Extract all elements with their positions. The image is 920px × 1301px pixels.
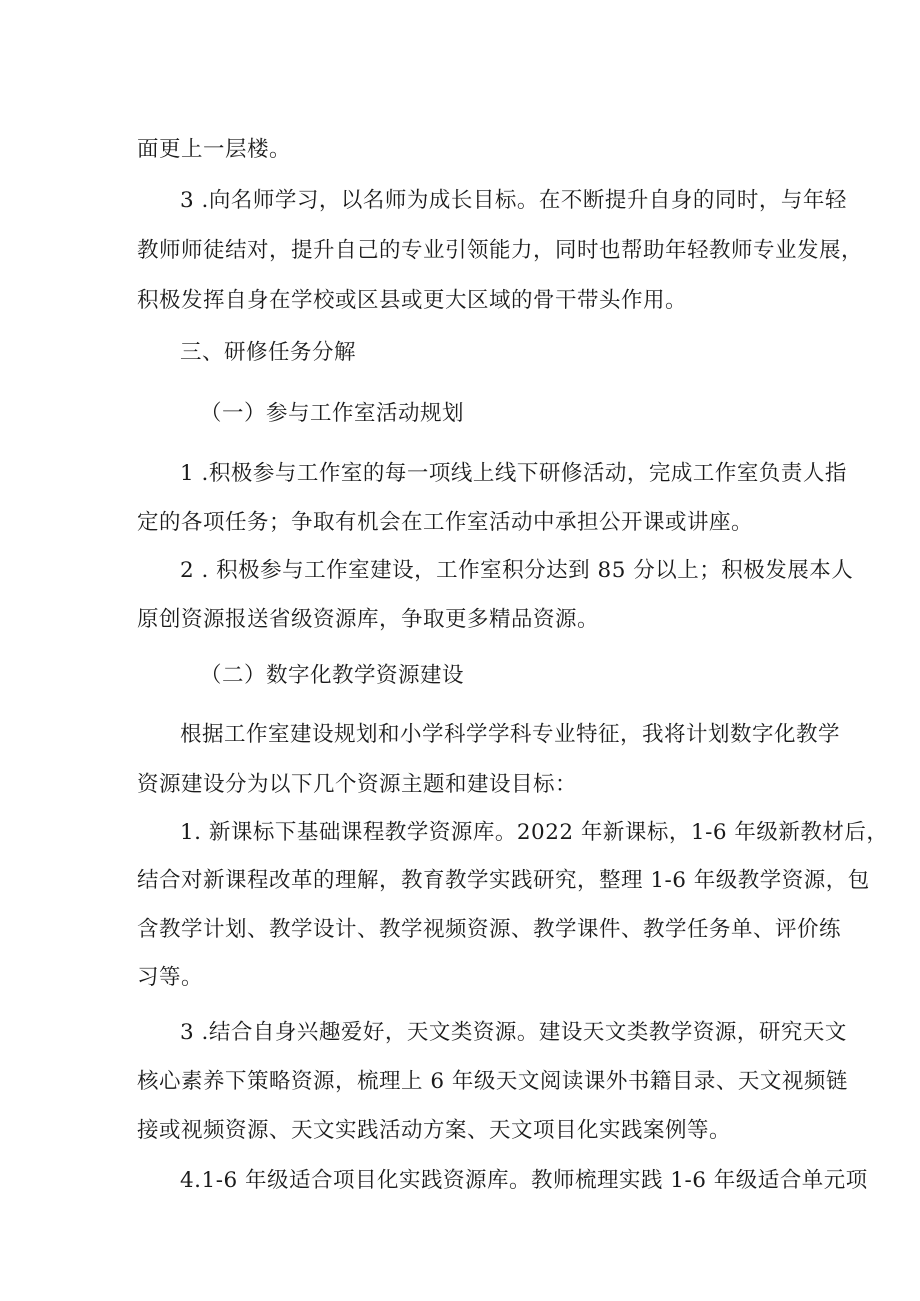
paragraph-line: 3 .结合自身兴趣爱好，天文类资源。建设天文类教学资源，研究天文 xyxy=(180,1020,847,1045)
paragraph-line: 2 . 积极参与工作室建设，工作室积分达到 85 分以上；积极发展本人 xyxy=(180,558,854,583)
paragraph-line: 积极发挥自身在学校或区县或更大区域的骨干带头作用。 xyxy=(137,288,688,313)
paragraph-line: 含教学计划、教学设计、教学视频资源、教学课件、教学任务单、评价练 xyxy=(137,917,842,942)
paragraph-line: 定的各项任务；争取有机会在工作室活动中承担公开课或讲座。 xyxy=(137,510,754,535)
paragraph-line: 资源建设分为以下几个资源主题和建设目标： xyxy=(137,772,578,797)
paragraph-line: 面更上一层楼。 xyxy=(137,137,292,162)
subsection-heading: （二）数字化教学资源建设 xyxy=(200,663,465,688)
paragraph-line: 3 .向名师学习，以名师为成长目标。在不断提升自身的同时，与年轻 xyxy=(180,188,847,213)
section-heading: 三、研修任务分解 xyxy=(180,340,357,365)
paragraph-line: 习等。 xyxy=(137,965,204,990)
paragraph-line: 核心素养下策略资源，梳理上 6 年级天文阅读课外书籍目录、天文视频链 xyxy=(137,1069,848,1094)
subsection-heading: （一）参与工作室活动规划 xyxy=(200,401,465,426)
paragraph-line: 4.1-6 年级适合项目化实践资源库。教师梳理实践 1-6 年级适合单元项 xyxy=(180,1168,868,1193)
paragraph-line: 结合对新课程改革的理解，教育教学实践研究，整理 1-6 年级教学资源，包 xyxy=(137,868,870,893)
paragraph-line: 根据工作室建设规划和小学科学学科专业特征，我将计划数字化教学 xyxy=(180,722,841,747)
paragraph-line: 1 .积极参与工作室的每一项线上线下研修活动，完成工作室负责人指 xyxy=(180,461,847,486)
paragraph-line: 1. 新课标下基础课程教学资源库。2022 年新课标，1-6 年级新教材后， xyxy=(180,820,889,845)
paragraph-line: 教师师徒结对，提升自己的专业引领能力，同时也帮助年轻教师专业发展， xyxy=(137,238,864,263)
paragraph-line: 接或视频资源、天文实践活动方案、天文项目化实践案例等。 xyxy=(137,1118,732,1143)
paragraph-line: 原创资源报送省级资源库，争取更多精品资源。 xyxy=(137,607,600,632)
